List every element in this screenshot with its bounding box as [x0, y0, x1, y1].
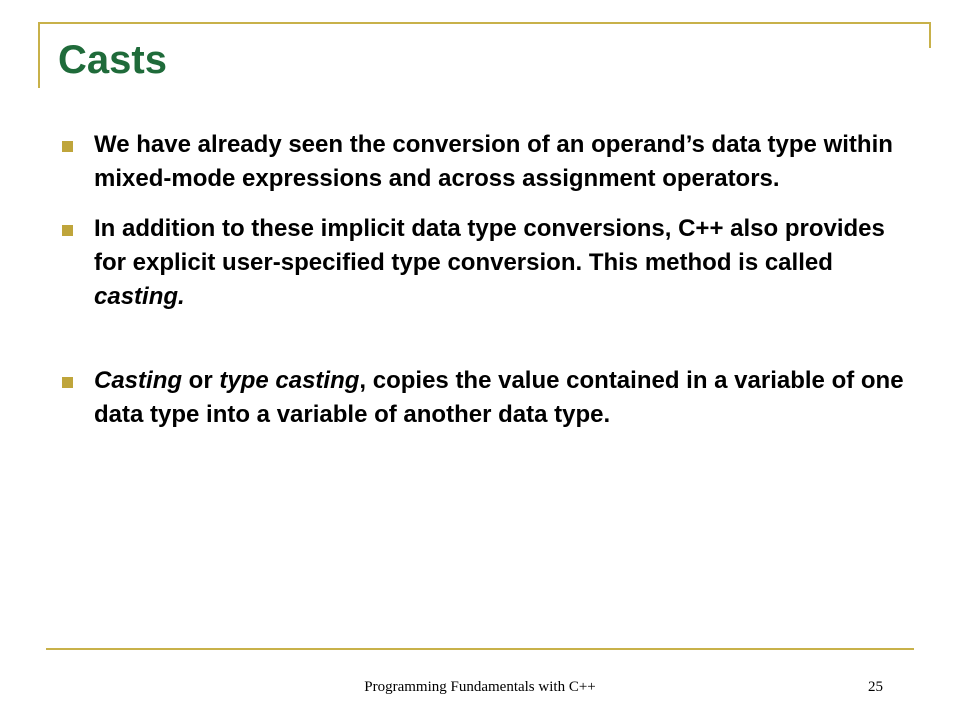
bullet-text-3-plain-rest: , copies the value contained in a variable of one data type into a variable of another data type. [94, 367, 904, 428]
footer-text: Programming Fundamentals with C++ [364, 679, 596, 695]
square-bullet-icon [62, 225, 73, 236]
bullet-text-3-italic-type-casting: type casting [219, 367, 360, 394]
page-number: 25 [868, 679, 883, 695]
bullet-list [58, 128, 918, 432]
bullet-text-3-plain-or: or [182, 367, 220, 394]
bullet-text-3-italic-casting: Casting [94, 367, 183, 394]
bullet-text-2-italic: casting. [94, 283, 185, 310]
bullet-item-1 [58, 128, 918, 196]
square-bullet-icon [62, 377, 73, 388]
footer-rule [46, 648, 914, 650]
bullet-text-1: We have already seen the conversion of an operand’s data type within mixed-mode expressions and across assignment operators. [94, 131, 893, 192]
frame-right-rule [929, 22, 931, 48]
frame-top-rule [38, 22, 931, 24]
frame-left-rule [38, 22, 40, 88]
square-bullet-icon [62, 141, 73, 152]
slide-title: Casts [58, 38, 167, 82]
bullet-item-3 [58, 364, 918, 432]
bullet-item-2 [58, 212, 918, 314]
bullet-text-2: In addition to these implicit data type conversions, C++ also provides for explicit user-specified type conversion. This method is called [94, 215, 885, 276]
